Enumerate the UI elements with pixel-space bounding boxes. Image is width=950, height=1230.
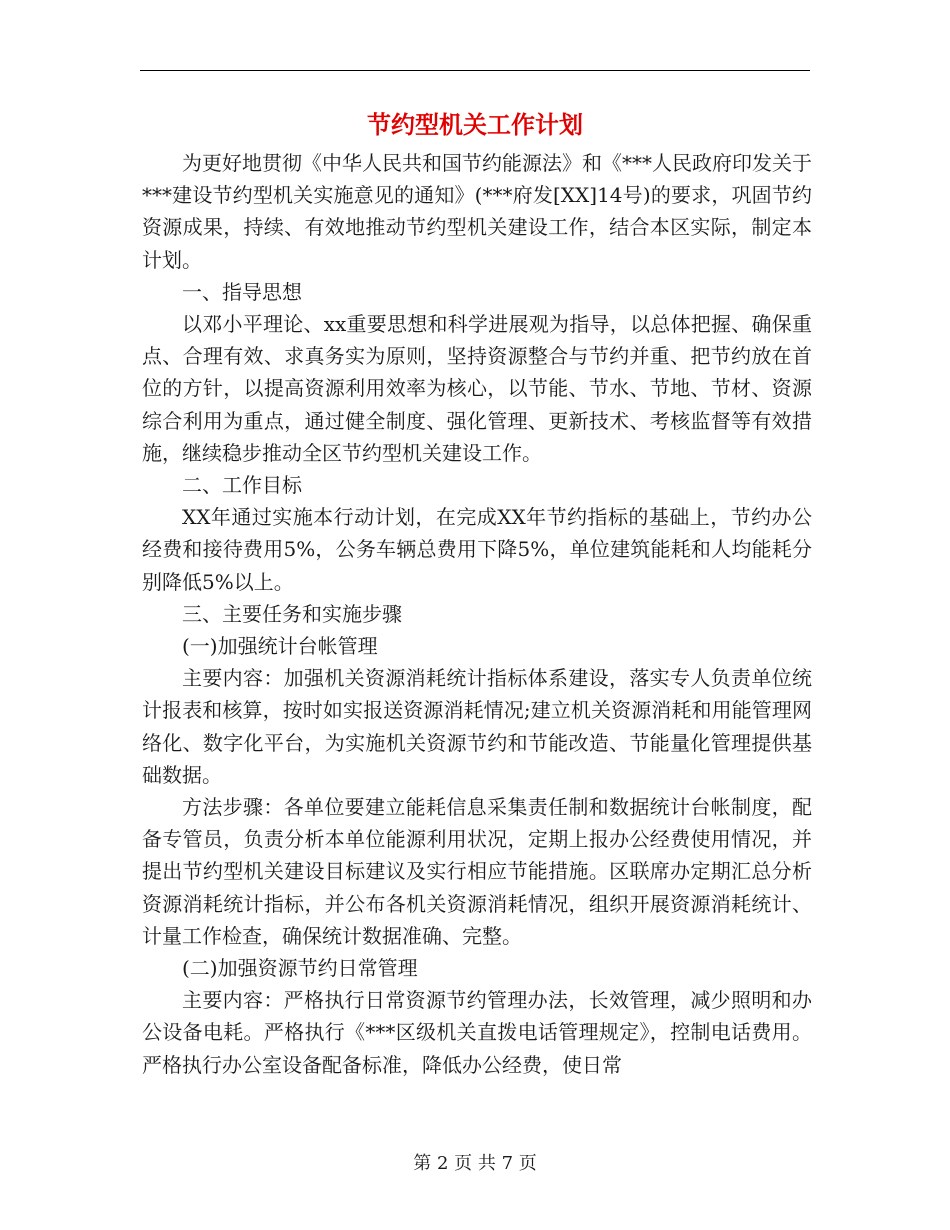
daily-management-paragraph: 主要内容：严格执行日常资源节约管理办法，长效管理，减少照明和办公设备电耗。严格执行《***区级机关直拨电话管理规定》，控制电话费用。严格执行办公室设备配备标准，降低办公经费，使日常 [142, 988, 812, 1077]
statistics-content-paragraph: 主要内容：加强机关资源消耗统计指标体系建设，落实专人负责单位统计报表和核算，按时如实报送资源消耗情况;建立机关资源消耗和用能管理网络化、数字化平台，为实施机关资源节约和节能改造、节能量化管理提供基础数据。 [142, 666, 812, 787]
subsection-heading-daily-management: (二)加强资源节约日常管理 [182, 956, 418, 981]
section-heading-main-tasks: 三、主要任务和实施步骤 [182, 601, 402, 626]
document-body [142, 147, 812, 1081]
section-heading-work-goals: 二、工作目标 [182, 473, 302, 498]
intro-paragraph: 为更好地贯彻《中华人民共和国节约能源法》和《***人民政府印发关于***建设节约型机关实施意见的通知》(***府发[XX]14号)的要求，巩固节约资源成果，持续、有效地推动节约型机关建设工作，结合本区实际，制定本计划。 [142, 151, 812, 272]
guiding-thought-paragraph: 以邓小平理论、xx重要思想和科学进展观为指导，以总体把握、确保重点、合理有效、求真务实为原则，坚持资源整合与节约并重、把节约放在首位的方针，以提高资源利用效率为核心，以节能、节水、节地、节材、资源综合利用为重点，通过健全制度、强化管理、更新技术、考核监督等有效措施，继续稳步推动全区节约型机关建设工作。 [142, 312, 812, 465]
work-goals-paragraph: XX年通过实施本行动计划，在完成XX年节约指标的基础上，节约办公经费和接待费用5%，公务车辆总费用下降5%，单位建筑能耗和人均能耗分别降低5%以上。 [142, 505, 812, 594]
statistics-method-paragraph: 方法步骤：各单位要建立能耗信息采集责任制和数据统计台帐制度，配备专管员，负责分析本单位能源利用状况，定期上报办公经费使用情况，并提出节约型机关建设目标建议及实行相应节能措施。区联席办定期汇总分析资源消耗统计指标，并公布各机关资源消耗情况，组织开展资源消耗统计、计量工作检查，确保统计数据准确、完整。 [142, 795, 812, 948]
section-heading-guiding-thought: 一、指导思想 [182, 279, 302, 304]
header-rule [140, 70, 810, 71]
document-title: 节约型机关工作计划 [367, 111, 583, 139]
page-number-footer: 第 2 页 共 7 页 [413, 1153, 537, 1174]
subsection-heading-statistics: (一)加强统计台帐管理 [182, 634, 378, 659]
